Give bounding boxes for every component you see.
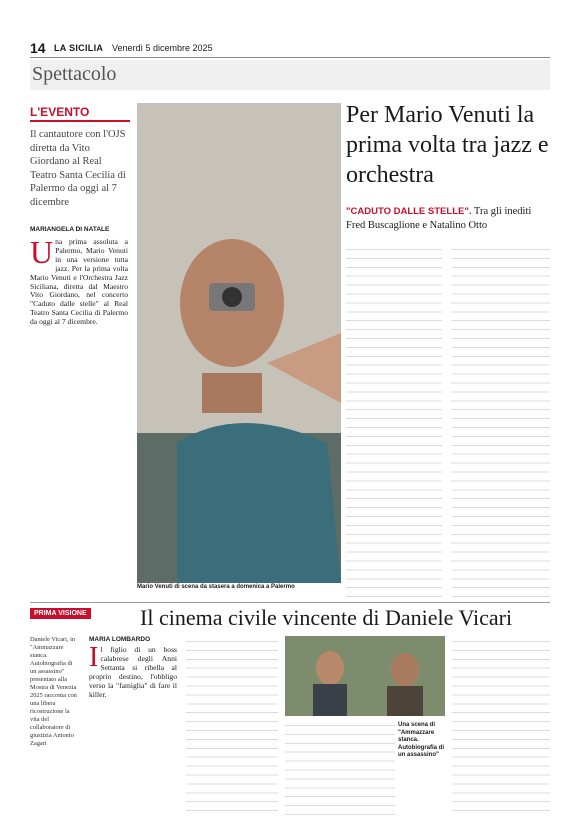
section-separator <box>30 602 550 603</box>
event-photo-caption: Mario Venuti di scena da stasera a domenica a Palermo <box>137 584 295 590</box>
second-body-col-4 <box>452 636 550 816</box>
event-title: Per Mario Venuti la prima volta tra jazz e orchestra <box>346 102 549 188</box>
event-subtitle-strong: "CADUTO DALLE STELLE". <box>346 206 472 217</box>
event-body-col-2 <box>346 244 442 598</box>
event-subtitle <box>346 205 551 232</box>
second-body-col-2 <box>186 636 278 816</box>
event-body-col-1 <box>30 238 128 600</box>
second-byline: MARIA LOMBARDO <box>89 636 151 643</box>
second-photo-caption: Una scena di "Ammazzare stanca. Autobiografia di un assassino" <box>398 722 444 758</box>
event-label-rule <box>30 120 130 122</box>
paper-name: LA SICILIA <box>54 43 104 53</box>
event-dropcap: U <box>30 238 54 270</box>
section-title: Spettacolo <box>32 63 117 85</box>
second-dropcap: I <box>89 646 99 673</box>
second-sidebar: Daniele Vicari, in "Ammazzare stanca. Autobiografia di un assassino" presentato alla Mostra di Venezia 2025 racconta con una libera ricostruzione la vita del collaboratore di giustizia Antonio Zagari <box>30 636 77 747</box>
event-body-col-3 <box>451 244 550 598</box>
second-kicker: PRIMA VISIONE <box>30 608 91 619</box>
second-title: Il cinema civile vincente di Daniele Vicari <box>140 605 513 630</box>
film-still-photo <box>285 636 445 716</box>
event-label: L'EVENTO <box>30 105 90 119</box>
mario-venuti-photo <box>137 103 341 583</box>
event-lead-text: na prima assoluta a Palermo, Mario Venuti in una versione tutta jazz. Per la prima volta Mario Venuti e l'Orchestra Jazz Siciliana, diretta dal Maestro Vito Giordano, nel concerto "Caduto dalle stelle" al Real Teatro Santa Cecilia di Palermo da oggi al 7 dicembre. <box>30 238 128 327</box>
second-body-col-3 <box>285 720 395 816</box>
section-band <box>30 60 550 90</box>
second-lead-text: l figlio di un boss calabrese degli Anni Settanta si ribella al proprio destino, l'obbligo verso la "famiglia" di fare il killer. <box>89 646 177 699</box>
second-body-col-1 <box>89 646 177 816</box>
event-subtitle-rest: Tra gli inediti Fred Buscaglione e Natalino Otto <box>346 206 532 231</box>
page-number: 14 <box>30 40 46 56</box>
issue-date: Venerdì 5 dicembre 2025 <box>112 43 213 53</box>
event-byline: MARIANGELA DI NATALE <box>30 226 110 233</box>
header-rule <box>30 57 550 58</box>
page-header <box>30 40 550 56</box>
event-standfirst: Il cantautore con l'OJS diretta da Vito Giordano al Real Teatro Santa Cecilia di Palermo da oggi al 7 dicembre <box>30 129 126 208</box>
